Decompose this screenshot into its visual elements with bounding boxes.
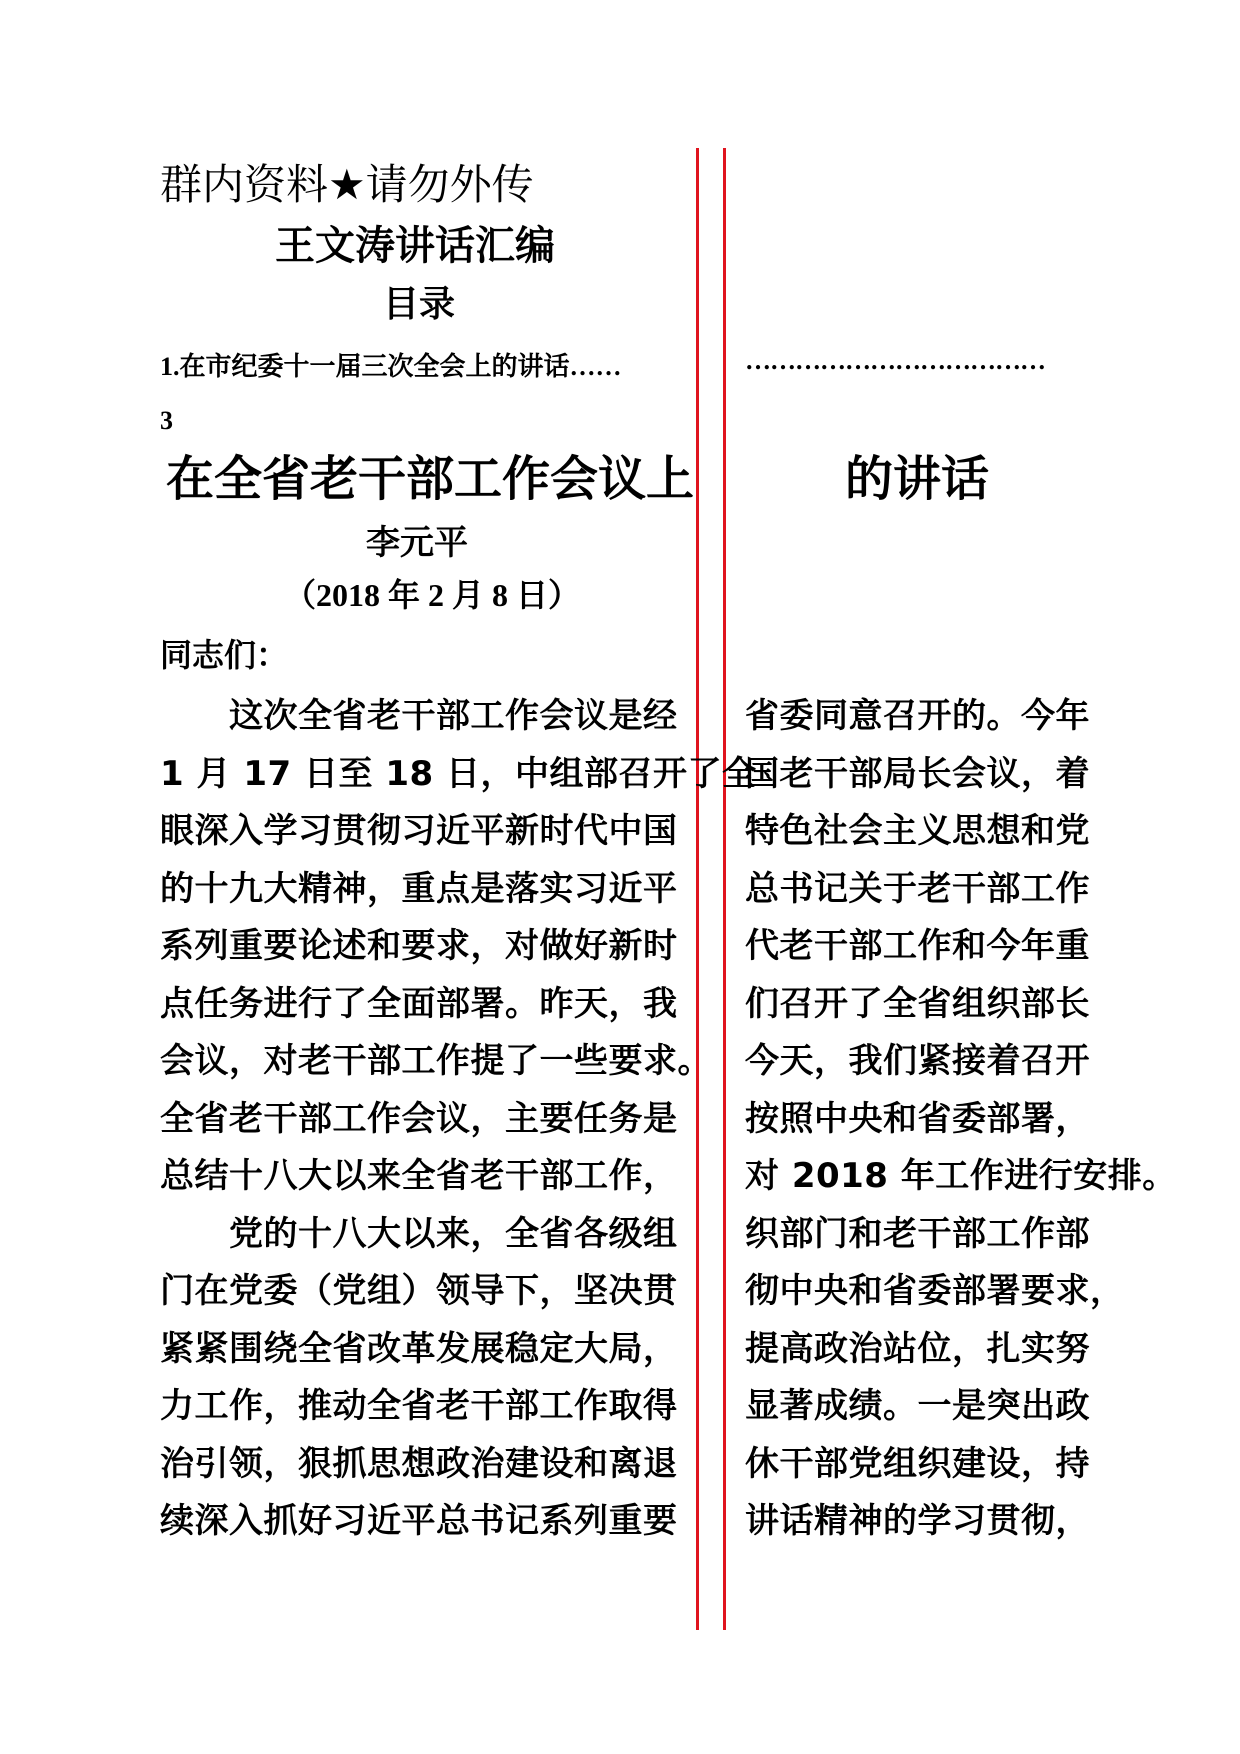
- salutation: 同志们：: [160, 636, 289, 674]
- body-text-line: 总结十八大以来全省老干部工作，: [160, 1156, 678, 1196]
- body-text-line: 代老干部工作和今年重: [745, 926, 1090, 966]
- body-text-line: 们召开了全省组织部长: [745, 983, 1090, 1024]
- collection-title: 王文涛讲话汇编: [275, 223, 555, 269]
- body-text-line: 续深入抓好习近平总书记系列重要: [160, 1501, 678, 1541]
- body-text-line: 彻中央和省委部署要求，: [745, 1271, 1125, 1311]
- divider-line-left: [696, 148, 699, 1630]
- divider-line-right: [723, 148, 726, 1630]
- body-text-line: 对 2018 年工作进行安排。: [745, 1156, 1177, 1196]
- body-text-line: 这次全省老干部工作会议是经: [160, 696, 678, 736]
- body-text-line: 治引领，狠抓思想政治建设和离退: [160, 1443, 678, 1484]
- toc-heading: 目录: [383, 284, 456, 325]
- body-text-line: 显著成绩。一是突出政: [745, 1386, 1090, 1426]
- body-text-line: 特色社会主义思想和党: [745, 811, 1090, 851]
- speech-title-right: 的讲话: [845, 451, 990, 507]
- body-text-line: 省委同意召开的。今年: [745, 696, 1090, 736]
- speech-date: （2018 年 2 月 8 日）: [284, 577, 581, 613]
- body-text-line: 提高政治站位，扎实努: [745, 1328, 1090, 1369]
- body-text-line: 讲话精神的学习贯彻，: [745, 1501, 1090, 1541]
- toc-entry-leader: ………………………………: [745, 346, 1045, 375]
- body-text-line: 休干部党组织建设，持: [745, 1443, 1090, 1484]
- body-text-line: 系列重要论述和要求，对做好新时: [160, 926, 678, 966]
- body-text-line: 紧紧围绕全省改革发展稳定大局，: [160, 1328, 678, 1369]
- speech-title-left: 在全省老干部工作会议上: [166, 451, 695, 507]
- body-text-line: 1 月 17 日至 18 日，中组部召开了全: [160, 753, 757, 794]
- body-text-line: 门在党委（党组）领导下，坚决贯: [160, 1271, 678, 1311]
- body-text-line: 织部门和老干部工作部: [745, 1213, 1090, 1254]
- toc-entry-page: 3: [160, 406, 173, 435]
- toc-entry-title: 1.在市纪委十一届三次全会上的讲话……: [160, 352, 622, 381]
- body-text-line: 眼深入学习贯彻习近平新时代中国: [160, 811, 678, 851]
- body-text-line: 力工作，推动全省老干部工作取得: [160, 1386, 678, 1426]
- body-text-line: 国老干部局长会议，着: [745, 753, 1090, 794]
- body-text-line: 按照中央和省委部署，: [745, 1098, 1090, 1139]
- body-text-line: 会议，对老干部工作提了一些要求。: [160, 1041, 712, 1081]
- body-text-line: 点任务进行了全面部署。昨天，我: [160, 983, 678, 1024]
- body-text-line: 的十九大精神，重点是落实习近平: [160, 868, 678, 909]
- body-text-line: 今天，我们紧接着召开: [745, 1041, 1090, 1081]
- body-text-line: 党的十八大以来，全省各级组: [160, 1213, 678, 1254]
- body-text-line: 总书记关于老干部工作: [745, 868, 1090, 909]
- body-text-line: 全省老干部工作会议，主要任务是: [160, 1098, 678, 1139]
- speech-author: 李元平: [366, 523, 468, 563]
- confidential-notice: 群内资料★请勿外传: [160, 160, 534, 209]
